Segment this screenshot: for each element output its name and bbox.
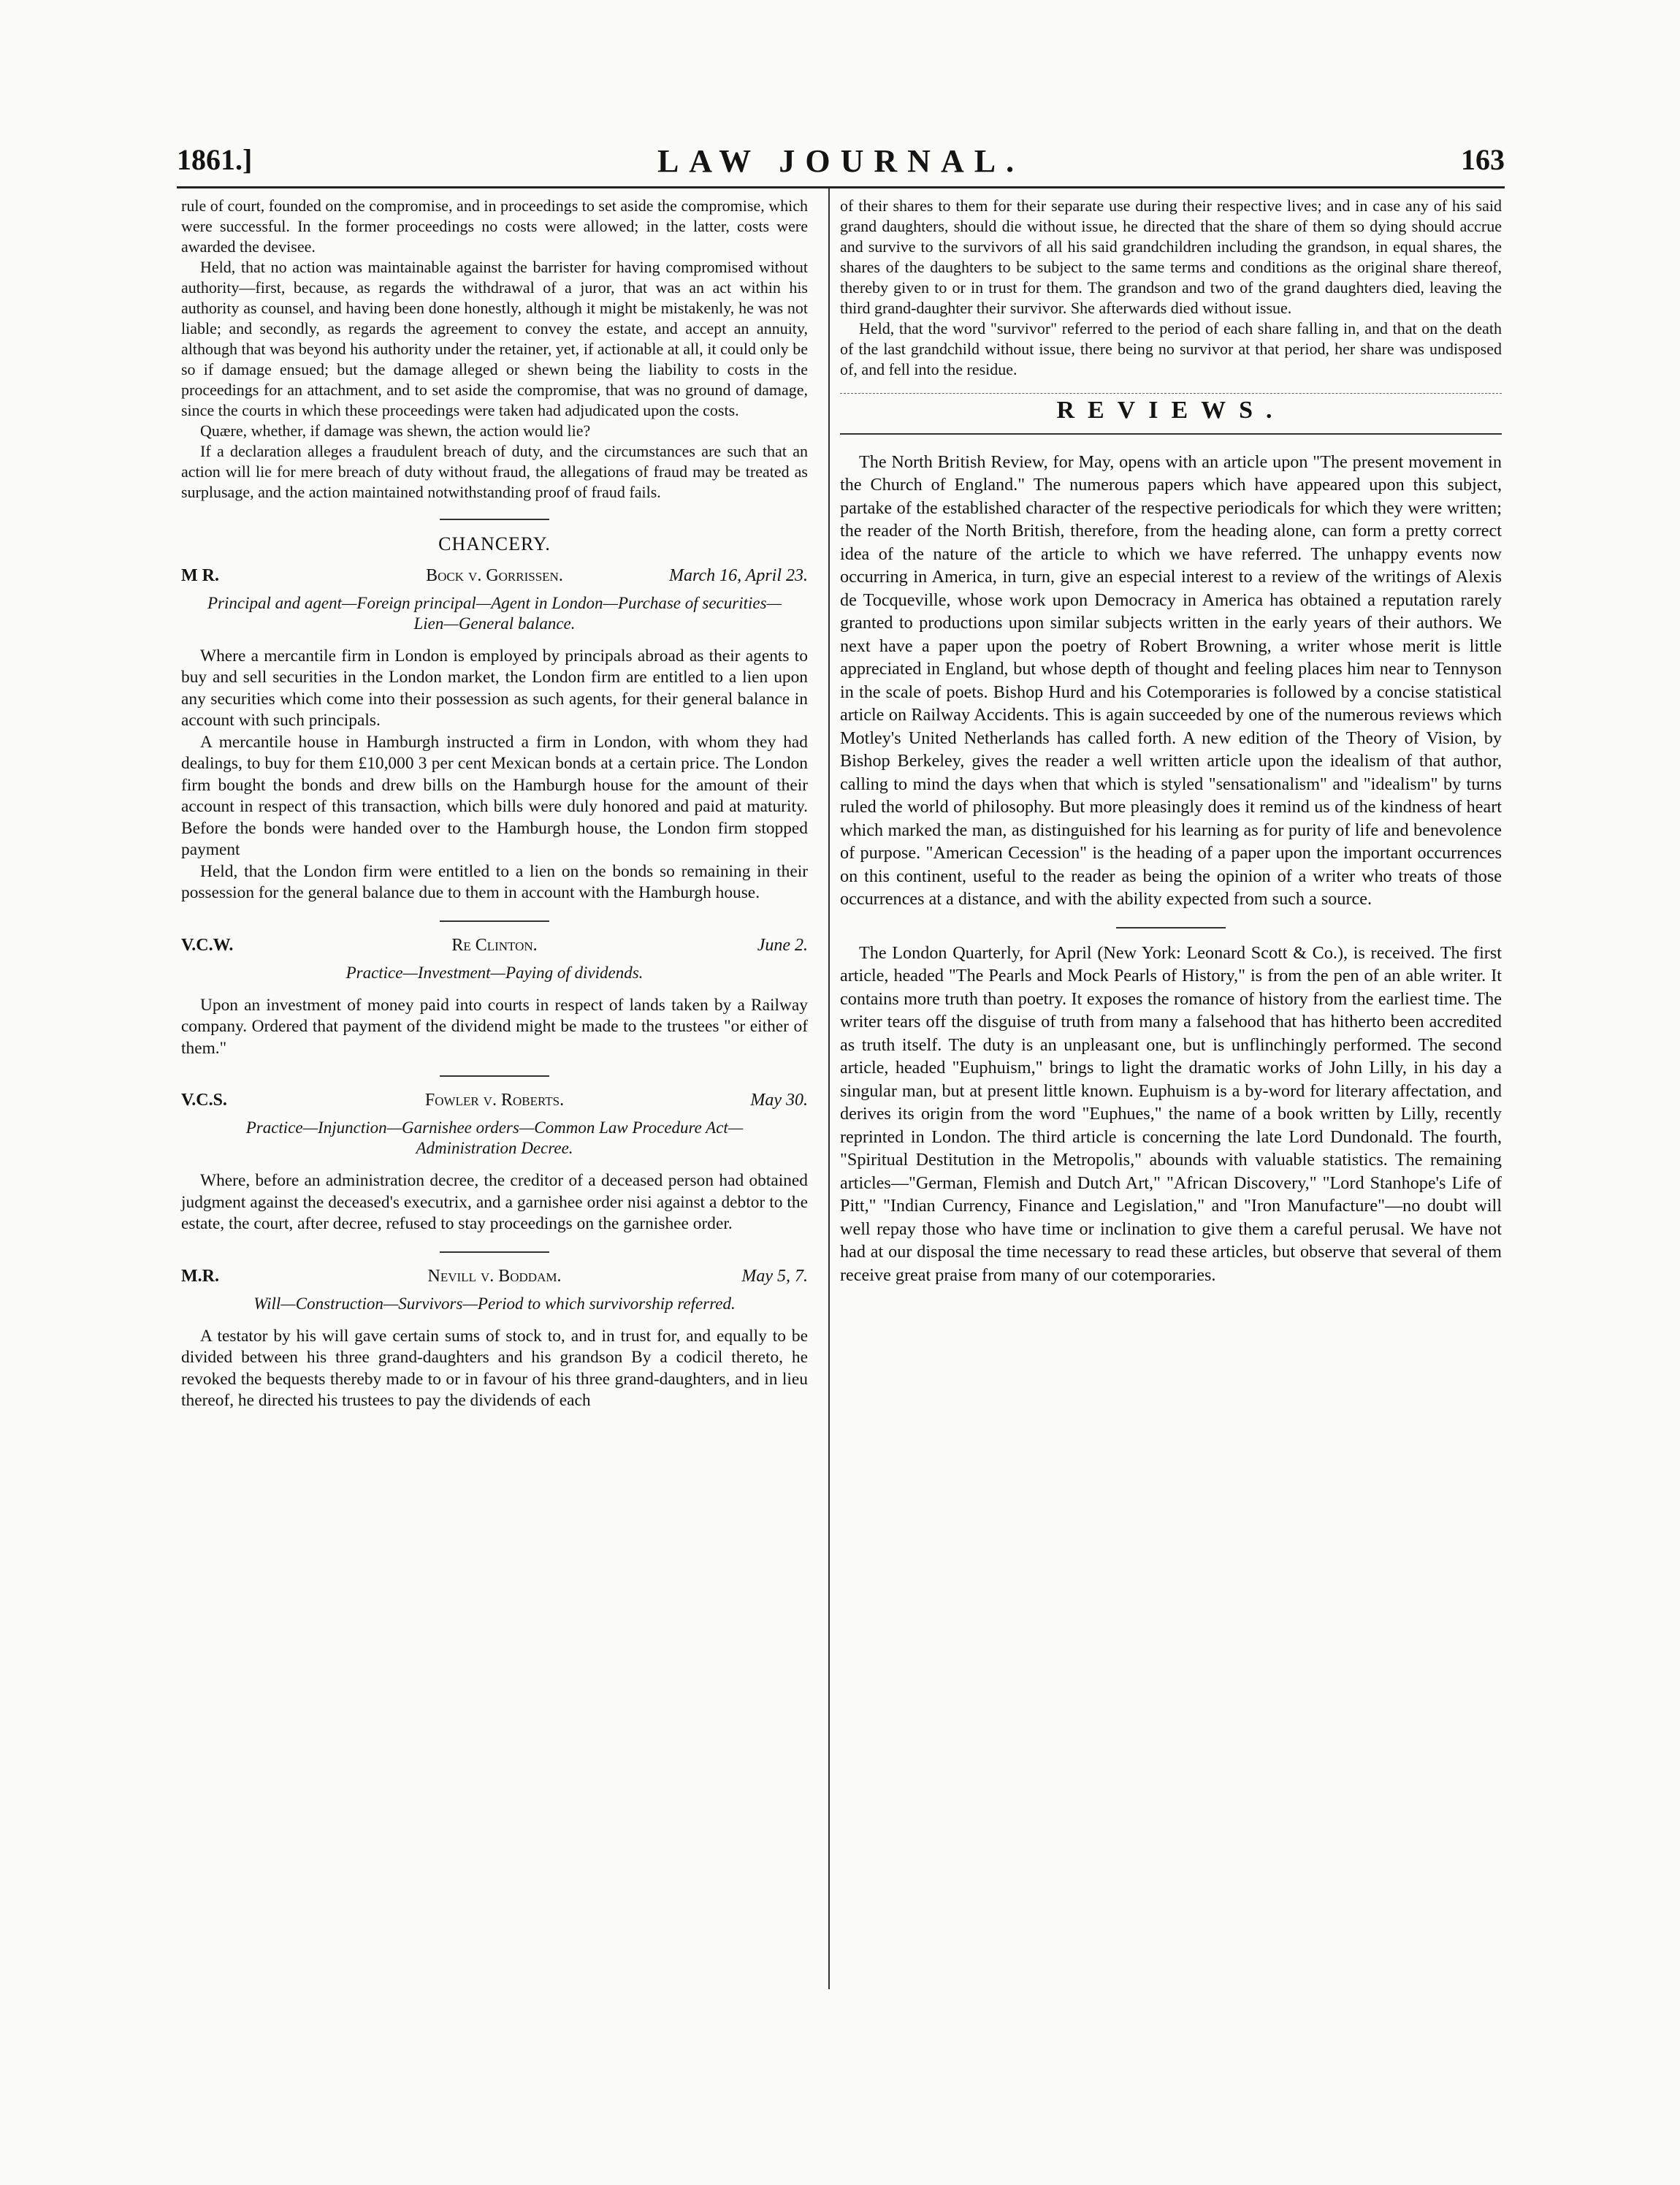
- case-headnote: Will—Construction—Survivors—Period to which survivorship referred.: [253, 1294, 736, 1313]
- case-separator: [440, 1251, 549, 1253]
- header-rule: [177, 186, 1505, 188]
- continuation-paragraph: of their shares to them for their separate use during their respective lives; and in case any of his said grand daughters, should die without issue, he directed that the share of them so dying should accrue and survive to the survivors of all his said grandchildren including the grandson, in equal shares, the shares of the daughters to be subject to the same terms and conditions as the original share thereof, thereby given to or in trust for them. The grandson and two of the grand daughters died, leaving the third grand-daughter their survivor. She afterwards died without issue.: [840, 197, 1502, 317]
- left-column: [181, 196, 808, 1412]
- continuation-paragraph: rule of court, founded on the compromise, and in proceedings to set aside the compromise, which were successful. In the former proceedings no costs were allowed; in the latter, costs were awarded the devisee.: [181, 197, 808, 256]
- case-paragraph: A mercantile house in Hamburgh instructed a firm in London, with whom they had dealings, to buy for them £10,000 3 per cent Mexican bonds at a certain price. The London firm bought the bonds and drew bills on the Hamburgh house for the amount of their account in respect of this transaction, which bills were duly honored and paid at maturity. Before the bonds were handed over to the Hamburgh house, the London firm stopped payment: [181, 732, 808, 859]
- reviews-body: [840, 451, 1502, 1287]
- case-name: Fowler v. Roberts.: [424, 1091, 565, 1110]
- case-paragraph: Where a mercantile firm in London is employed by principals abroad as their agents to buy and sell securities in the London market, the London firm are entitled to a lien upon any securities which come into their possession as such agents, for their general balance in account with such principals.: [181, 646, 808, 730]
- case-headnote: Practice—Injunction—Garnishee orders—Common Law Procedure Act—Administration Decree.: [245, 1118, 744, 1157]
- case-heading: [181, 565, 808, 590]
- case-court: M.R.: [181, 1266, 219, 1286]
- case-headnote: Practice—Investment—Paying of dividends.: [345, 963, 644, 982]
- case-paragraph: A testator by his will gave certain sums of stock to, and in trust for, and equally to be divided between his three grand-daughters and his grandson By a codicil thereto, he revoked the bequests thereby made to or in favour of his three grand-daughters, and in lieu thereof, he directed his trustees to pay the dividends of each: [181, 1326, 808, 1410]
- case-court: M R.: [181, 565, 219, 585]
- continuation-paragraph: Quære, whether, if damage was shewn, the action would lie?: [200, 422, 591, 440]
- right-column: [840, 196, 1502, 1286]
- case-court: V.C.W.: [181, 935, 234, 955]
- case-date: March 16, April 23.: [669, 565, 808, 585]
- case-separator: [440, 920, 549, 922]
- case-separator: [440, 1075, 549, 1077]
- case-headnote: Principal and agent—Foreign principal—Agent in London—Purchase of securities—Lien—General balance.: [207, 593, 782, 633]
- case-name: Re Clinton.: [451, 935, 538, 955]
- case-paragraph: Held, that the London firm were entitled to a lien on the bonds so remaining in their possession for the general balance due to them in account with the Hamburgh house.: [181, 861, 808, 902]
- journal-title: LAW JOURNAL.: [657, 143, 1025, 179]
- review-north-british: The North British Review, for May, opens with an article upon "The present movement in the Church of England." The numerous papers which have appeared upon this subject, partake of the established character of the respective periodicals for which they were written; the reader of the North British, therefore, from the heading alone, can form a pretty correct idea of the nature of the article to which we have referred. The unhappy events now occurring in America, in turn, give an especial interest to a review of the writings of Alexis de Tocqueville, whose work upon Democracy in America has obtained a reputation rarely granted to productions upon similar subjects written in the early years of their authors. We next have a paper upon the poetry of Robert Browning, a writer whose merit is little appreciated in England, but whose depth of thought and feeling places him near to Tennyson in the scale of poets. Bishop Hurd and his Cotemporaries is followed by a concise statistical article on Railway Accidents. This is again succeeded by one of the numerous reviews which Motley's United Netherlands has called forth. A new edition of the Theory of Vision, by Bishop Berkeley, gives the reader a well written article upon the idealism of that author, calling to mind the days when that which is styled "sensationalism" and "idealism" by turns ruled the world of philosophy. But more pleasingly does it remind us of the kindness of heart which marked the man, as distinguished for his learning as for purity of life and benevolence of purpose. "American Cecession" is the heading of a paper upon the important occurrences on this continent, useful to the reader as being the opinion of a writer who treats of those occurrences at a distance, and with the ability expected from such a source.: [840, 451, 1502, 909]
- section-title-chancery: CHANCERY.: [438, 533, 551, 554]
- case-heading: [181, 1090, 808, 1115]
- page-number: 163: [1461, 143, 1505, 176]
- case-date: May 30.: [750, 1091, 808, 1110]
- continuation-paragraph: If a declaration alleges a fraudulent breach of duty, and the circumstances are such that an action will lie for mere breach of duty without fraud, the allegations of fraud may be treated as surplusage, and the action maintained notwithstanding proof of fraud fails.: [181, 442, 808, 501]
- column-divider: [828, 188, 830, 1989]
- review-london-quarterly: The London Quarterly, for April (New York: Leonard Scott & Co.), is received. The first article, headed "The Pearls and Mock Pearls of History," is from the pen of an able writer. It contains more truth than poetry. It exposes the romance of history from the earliest time. The writer tears off the disguise of truth from many a falsehood that has hitherto been accredited as truth itself. The duty is an unpleasant one, but is unflinchingly performed. The second article, headed "Euphuism," brings to light the dramatic works of John Lilly, in his day a singular man, but at present little known. Euphuism is a by-word for literary affectation, and derives its origin from the word "Euphues," the name of a book written by Lilly, recently reprinted in London. The third article is concerning the late Lord Dundonald. The fourth, "Spiritual Destitution in the Metropolis," abounds with valuable statistics. The remaining articles—"German, Flemish and Dutch Art," "African Discovery," "Lord Stanhope's Life of Pitt," "Indian Currency, Finance and Legislation," and "Iron Manufacture"—no doubt will well repay those who have time or inclination to give them a careful perusal. We have not had at our disposal the time necessary to read these articles, but observe that several of them receive great praise from many of our cotemporaries.: [840, 942, 1502, 1285]
- case-paragraph: Where, before an administration decree, the creditor of a deceased person had obtained judgment against the deceased's executrix, and a garnishee order nisi against a debtor to the estate, the court, after decree, refused to stay proceedings on the garnishee order.: [181, 1171, 808, 1233]
- header-year: 1861.]: [177, 143, 253, 176]
- case-paragraph: Upon an investment of money paid into courts in respect of lands taken by a Railway company. Ordered that payment of the dividend might be made to the trustees "or either of them.": [181, 995, 808, 1058]
- case-court: V.C.S.: [181, 1091, 227, 1110]
- reviews-top-rule: [840, 393, 1502, 394]
- continuation-paragraph: Held, that the word "survivor" referred to the period of each share falling in, and that on the death of the last grandchild without issue, there being no survivor at that period, her share was undisposed of, and fell into the residue.: [840, 319, 1502, 378]
- running-head: [177, 142, 1505, 186]
- case-name: Nevill v. Boddam.: [427, 1266, 562, 1286]
- case-heading: [181, 935, 808, 960]
- continuation-paragraph: Held, that no action was maintainable against the barrister for having compromised without authority—first, because, as regards the withdrawal of a juror, that was an act within his authority as counsel, and having been done honestly, although it might be mistakenly, he was not liable; and secondly, as regards the agreement to convey the estate, and accept an annuity, although that was beyond his authority under the retainer, yet, if actionable at all, it could only be so if damage ensued; but the damage alleged or shewn being the liability to costs in the proceedings for an attachment, and to set aside the compromise, that was no ground of damage, since the courts in which these proceedings were taken had adjudicated upon the costs.: [181, 258, 808, 419]
- reviews-bottom-rule: [840, 433, 1502, 435]
- case-date: June 2.: [757, 935, 808, 955]
- case-heading: [181, 1266, 808, 1291]
- case-date: May 5, 7.: [741, 1266, 808, 1286]
- reviews-title: REVIEWS.: [1056, 397, 1286, 424]
- review-separator: [1116, 927, 1226, 928]
- section-separator: [440, 519, 549, 520]
- case-name: Bock v. Gorrissen.: [426, 565, 563, 585]
